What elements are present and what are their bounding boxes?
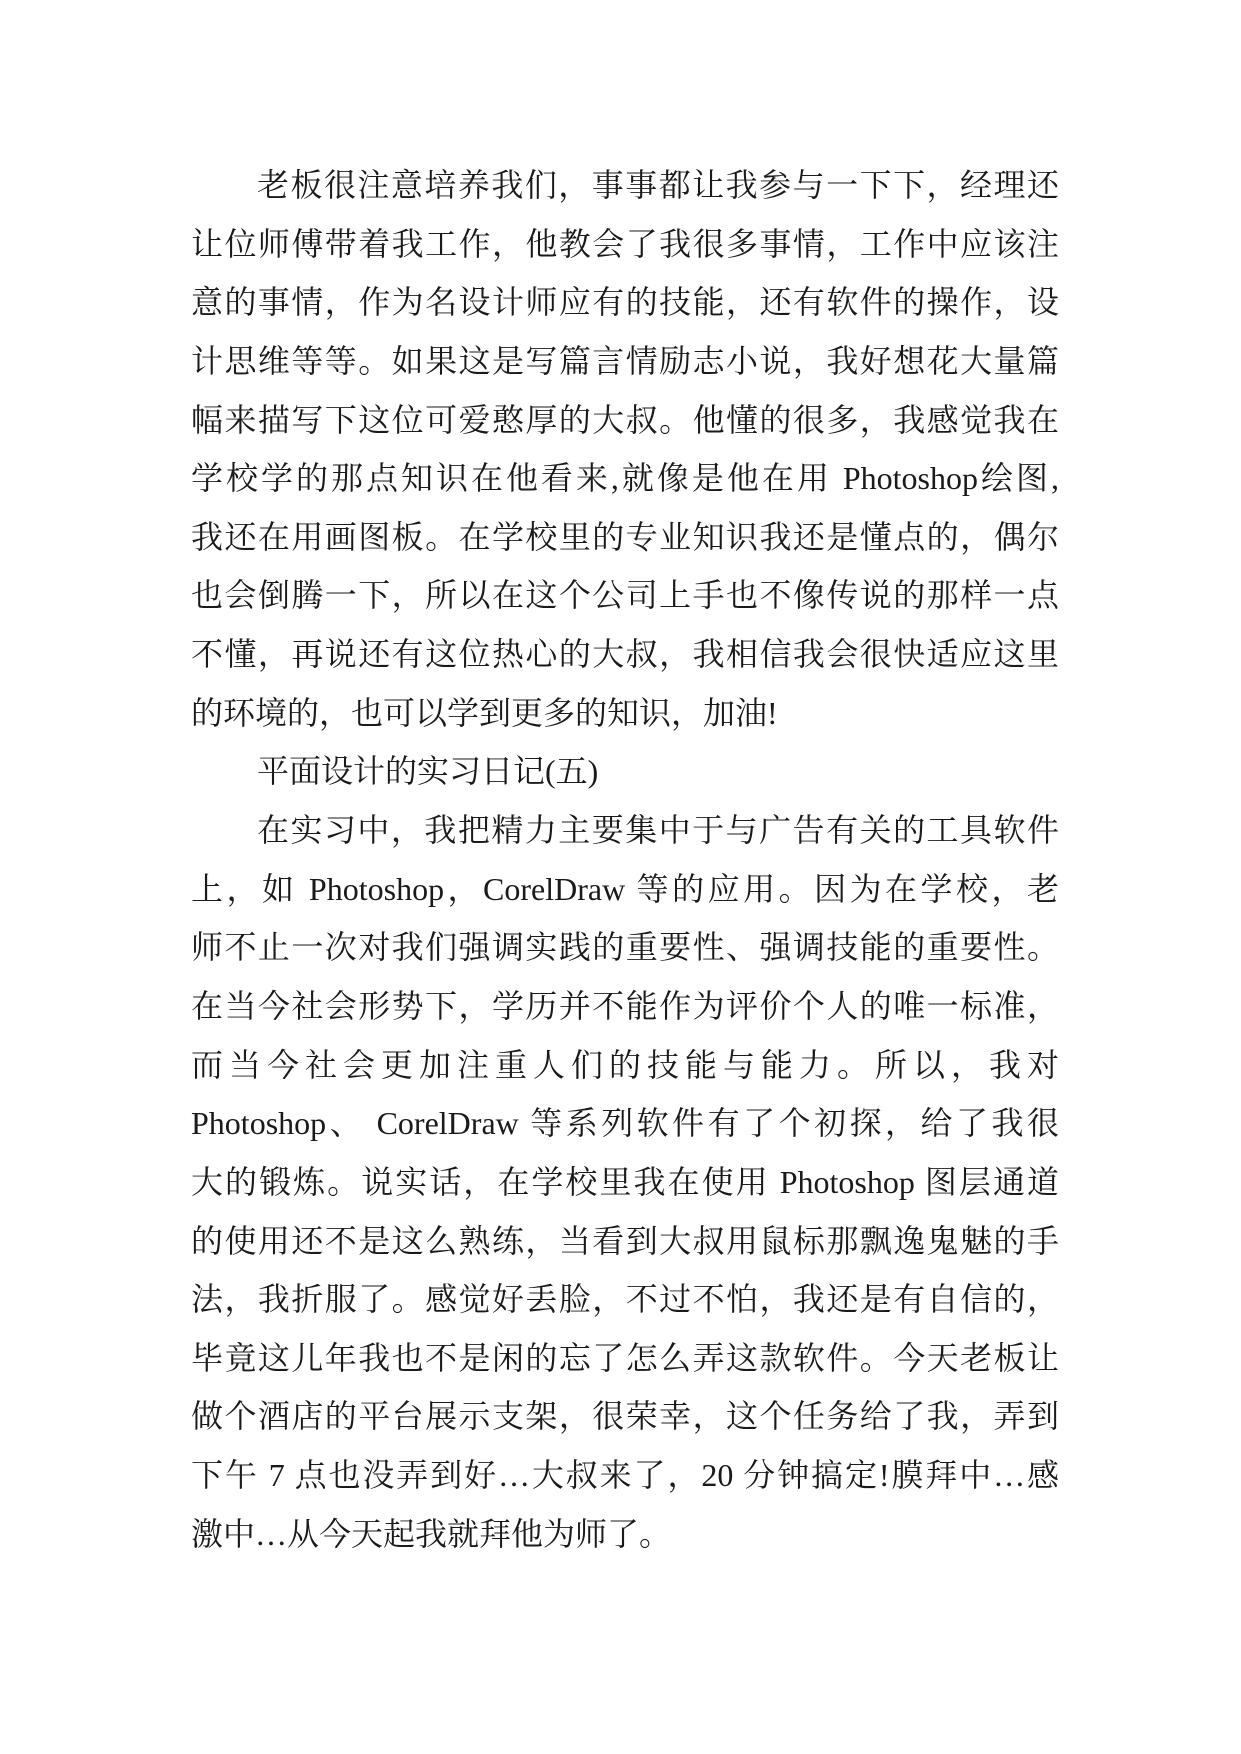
text-line: 激中…从今天起我就拜他为师了。 — [191, 1515, 672, 1552]
text-line: 让位师傅带着我工作，他教会了我很多事情，工作中应该注 — [191, 225, 1059, 262]
document-body — [191, 156, 1059, 1563]
text-line: 法，我折服了。感觉好丢脸，不过不怕，我还是有自信的， — [191, 1281, 1059, 1318]
text-line: 大的锻炼。说实话，在学校里我在使用 Photoshop 图层通道 — [191, 1163, 1059, 1200]
text-line: 的使用还不是这么熟练，当看到大叔用鼠标那飘逸鬼魅的手 — [191, 1222, 1059, 1259]
text-line: 计思维等等。如果这是写篇言情励志小说，我好想花大量篇 — [191, 342, 1059, 379]
text-line: 不懂，再说还有这位热心的大叔，我相信我会很快适应这里 — [191, 636, 1059, 673]
text-line: 毕竟这儿年我也不是闲的忘了怎么弄这款软件。今天老板让 — [191, 1339, 1059, 1376]
text-line: 学校学的那点知识在他看来,就像是他在用 Photoshop绘图, — [191, 460, 1059, 497]
text-line: 幅来描写下这位可爱憨厚的大叔。他懂的很多，我感觉我在 — [191, 401, 1059, 438]
text-line: 的环境的，也可以学到更多的知识，加油! — [191, 694, 778, 731]
text-line: 上，如 Photoshop，CorelDraw 等的应用。因为在学校，老 — [191, 870, 1059, 907]
text-line: 而当今社会更加注重人们的技能与能力。所以，我对 — [191, 1046, 1059, 1083]
paragraph-1 — [191, 156, 1059, 742]
text-line: 在当今社会形势下，学历并不能作为评价个人的唯一标准， — [191, 987, 1059, 1024]
text-line: 老板很注意培养我们，事事都让我参与一下下，经理还 — [257, 167, 1059, 203]
text-line: Photoshop、 CorelDraw 等系列软件有了个初探，给了我很 — [191, 1105, 1059, 1142]
text-line: 我还在用画图板。在学校里的专业知识我还是懂点的，偶尔 — [191, 518, 1059, 555]
paragraph-2 — [191, 801, 1059, 1563]
text-line: 在实习中，我把精力主要集中于与广告有关的工具软件 — [257, 812, 1059, 849]
text-line: 做个酒店的平台展示支架，很荣幸，这个任务给了我，弄到 — [191, 1398, 1059, 1435]
text-line: 也会倒腾一下，所以在这个公司上手也不像传说的那样一点 — [191, 577, 1059, 614]
text-line: 下午 7 点也没弄到好…大叔来了，20 分钟搞定!膜拜中…感 — [191, 1457, 1059, 1494]
text-line: 师不止一次对我们强调实践的重要性、强调技能的重要性。 — [191, 929, 1059, 966]
section-heading: 平面设计的实习日记(五) — [257, 753, 599, 790]
text-line: 意的事情，作为名设计师应有的技能，还有软件的操作，设 — [191, 284, 1059, 321]
